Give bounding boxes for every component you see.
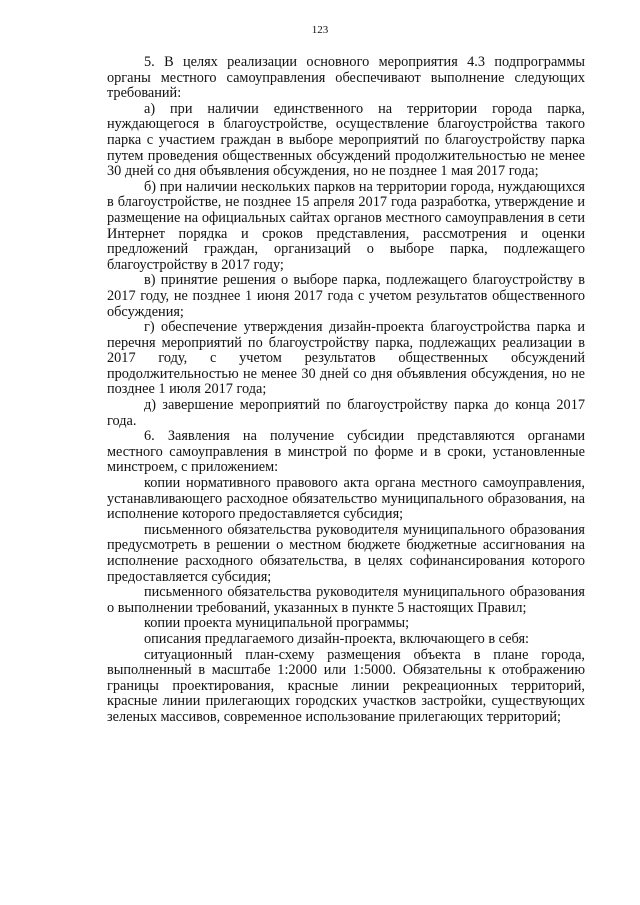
list-item-design-description: описания предлагаемого дизайн-проекта, включающего в себя: — [144, 630, 530, 647]
list-item-legal-act-copy: копии нормативного правового акта органа местного самоуправления, устанавливающего расходное обязательство муниципального образования, на исполнение которого предоставляется субсидия; — [107, 475, 585, 523]
paragraph-5-a: а) при наличии единственного на территории города парка, нуждающегося в благоустройстве, осуществление благоустройства такого парка с участием граждан в выборе мероприятий по благоустройству парка путем проведения общественных обсуждений продолжительностью не менее 30 дней со дня объявления обсуждения, но не позднее 1 мая 2017 года; — [107, 100, 585, 180]
paragraph-5-g: г) обеспечение утверждения дизайн-проекта благоустройства парка и перечня мероприятий по благоустройству парка, подлежащих реализации в 2017 году, с учетом результатов общественных обсуждений продолжительностью не менее 30 дней со дня объявления обсуждения, но не позднее 1 июля 2017 года; — [107, 319, 585, 398]
paragraph-5-b: б) при наличии нескольких парков на территории города, нуждающихся в благоустройстве, не позднее 15 апреля 2017 года разработка, утверждение и размещение на официальных сайтах органов местного самоуправления в сети Интернет порядка и сроков представления, рассмотрения и оценки предложений граждан, организаций о выборе парка, подлежащего благоустройству в 2017 году; — [107, 178, 585, 273]
document-body — [107, 55, 585, 726]
paragraph-5-v: в) принятие решения о выборе парка, подлежащего благоустройству в 2017 году, не позднее 1 июня 2017 года с учетом результатов общественного обсуждения; — [107, 272, 585, 320]
list-item-program-copy: копии проекта муниципальной программы; — [144, 615, 410, 632]
paragraph-5-d: д) завершение мероприятий по благоустройству парка до конца 2017 года. — [107, 397, 585, 429]
cut-off-footer-text — [160, 895, 600, 905]
list-item-budget-obligation: письменного обязательства руководителя муниципального образования предусмотреть в решении о местном бюджете бюджетные ассигнования на исполнение расходного обязательства, в целях софинансирования которого предоставляется субсидия; — [107, 521, 585, 585]
list-item-requirements-obligation: письменного обязательства руководителя муниципального образования о выполнении требований, указанных в пункте 5 настоящих Правил; — [107, 584, 585, 616]
paragraph-6-intro: 6. Заявления на получение субсидии представляются органами местного самоуправления в минстрой по форме и в сроки, установленные минстроем, с приложением: — [107, 428, 585, 476]
list-item-situation-plan: ситуационный план-схему размещения объекта в плане города, выполненный в масштабе 1:2000 или 1:5000. Обязательны к отображению границы проектирования, красные линии рекреационных территорий, красные линии прилегающих городских участков застройки, существующих зеленых массивов, современное использование прилегающих территорий; — [107, 646, 585, 725]
page-number: 123 — [311, 24, 329, 36]
paragraph-5-intro: 5. В целях реализации основного мероприятия 4.3 подпрограммы органы местного самоуправления обеспечивают выполнение следующих требований: — [107, 54, 585, 102]
